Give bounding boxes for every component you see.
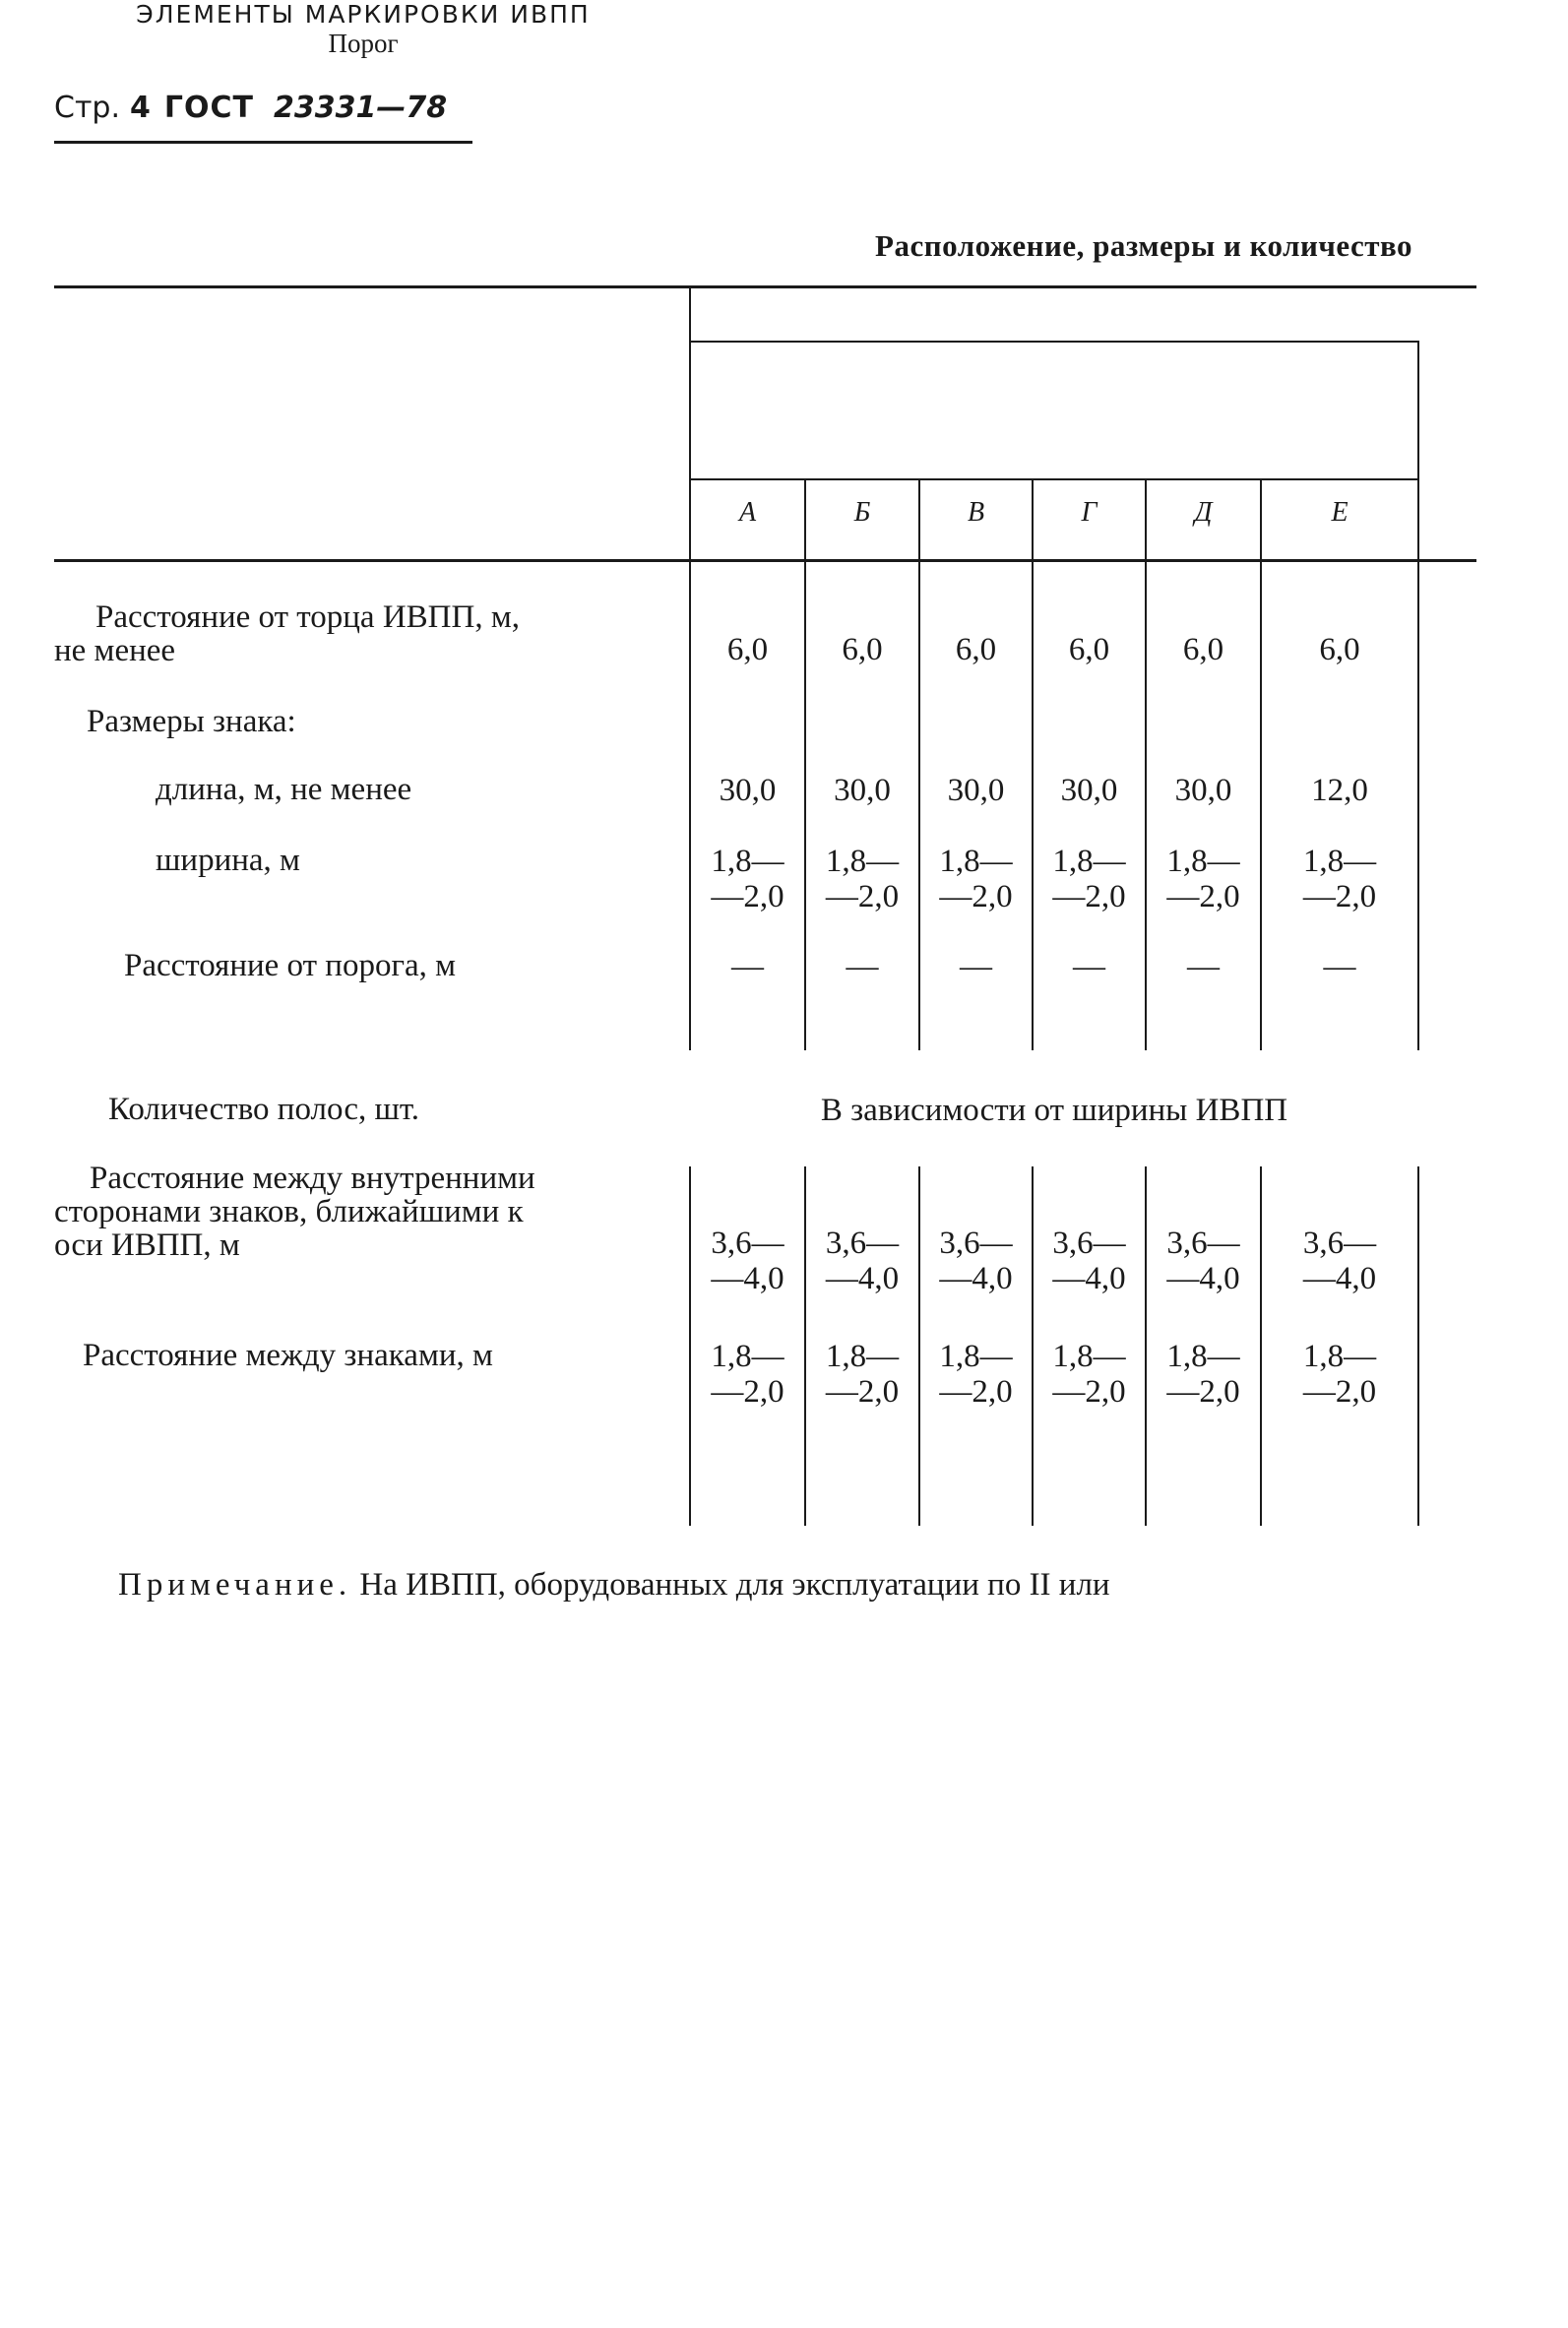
table-cell [1262, 1226, 1417, 1296]
table-cell-line: —4,0 [1052, 1261, 1126, 1296]
table-cell-line: 3,6— [939, 1226, 1013, 1261]
table-cell-line: — [1323, 949, 1356, 984]
column-header: В [967, 497, 985, 528]
table-cell-line: 1,8— [711, 844, 784, 879]
table-cell-line: 1,8— [825, 1339, 900, 1374]
table-cell-line: 30,0 [719, 773, 777, 808]
table-cell [691, 949, 804, 984]
table-cell-line: —2,0 [1302, 879, 1377, 914]
table-cell [691, 773, 804, 808]
table-cell-line: —2,0 [939, 879, 1013, 914]
table-cell-line: 6,0 [955, 632, 997, 667]
sub-header: Порог [328, 29, 399, 58]
table-cell [920, 1226, 1032, 1296]
spanning-cell: В зависимости от ширины ИВПП [820, 1093, 1288, 1128]
table-cell-line: —2,0 [1302, 1374, 1377, 1410]
table-cell-line: —2,0 [825, 879, 900, 914]
table-cell [1034, 773, 1145, 808]
footnote-prefix: Примечание. [118, 1567, 352, 1603]
table-cell [1034, 949, 1145, 984]
table-cell-line: — [1187, 949, 1220, 984]
table-cell-line: 30,0 [1060, 773, 1118, 808]
table-top-rule [54, 285, 1476, 288]
header-bottom-rule [54, 559, 1476, 562]
table-cell [920, 844, 1032, 914]
table-cell-line: 6,0 [842, 632, 883, 667]
column-header: Г [1081, 497, 1098, 528]
table-cell [1262, 773, 1417, 808]
row-label: ширина, м [156, 843, 300, 878]
right-edge-lower [1417, 1166, 1419, 1526]
table-cell-line: 30,0 [834, 773, 891, 808]
table-cell-line: —2,0 [711, 1374, 784, 1410]
right-edge-body [1417, 562, 1419, 1050]
row-label: Размеры знака: [87, 704, 296, 739]
row-label: длина, м, не менее [156, 772, 412, 807]
table-cell [920, 1339, 1032, 1410]
table-cell-line: 3,6— [1052, 1226, 1126, 1261]
table-cell-line: 6,0 [1068, 632, 1110, 667]
table-cell-line: — [846, 949, 879, 984]
table-cell [806, 1339, 918, 1410]
page-header [54, 91, 447, 125]
table-cell-line: —2,0 [939, 1374, 1013, 1410]
sub-header-rule [691, 478, 1417, 480]
row-label-line: сторонами знаков, ближайшими к [54, 1194, 524, 1229]
row-label [54, 600, 684, 667]
table-cell [691, 1339, 804, 1410]
table-cell-line: —4,0 [711, 1261, 784, 1296]
table-cell [1147, 632, 1260, 667]
page-label: Стр. [54, 91, 121, 125]
table-cell-line: 3,6— [825, 1226, 900, 1261]
table-cell-line: —2,0 [1052, 1374, 1126, 1410]
table-cell-line: 6,0 [1182, 632, 1224, 667]
table-cell [1147, 844, 1260, 914]
table-cell [691, 1226, 804, 1296]
header-underline [54, 141, 472, 144]
table-cell-line: 30,0 [1174, 773, 1232, 808]
footnote-text: На ИВПП, оборудованных для эксплуатации по II или [359, 1567, 1110, 1603]
table-cell [806, 632, 918, 667]
row-label: Расстояние от порога, м [124, 948, 457, 983]
table-cell [1147, 1226, 1260, 1296]
table-cell [691, 844, 804, 914]
table-cell [1262, 844, 1417, 914]
table-cell [920, 949, 1032, 984]
table-cell-line: 3,6— [1166, 1226, 1240, 1261]
table-cell-line: 6,0 [1319, 632, 1360, 667]
table-cell [1262, 949, 1417, 984]
table-cell-line: 30,0 [947, 773, 1005, 808]
row-label [54, 1162, 684, 1262]
table-cell [1147, 773, 1260, 808]
table-cell [1034, 632, 1145, 667]
table-cell-line: 1,8— [1302, 1339, 1377, 1374]
table-cell [806, 949, 918, 984]
table-cell [920, 773, 1032, 808]
table-cell-line: — [1073, 949, 1105, 984]
table-cell-line: 1,8— [825, 844, 900, 879]
row-label: Расстояние между знаками, м [83, 1338, 493, 1373]
row-label-line: оси ИВПП, м [54, 1227, 240, 1263]
row-label: Количество полос, шт. [108, 1092, 420, 1127]
table-cell [691, 632, 804, 667]
page-number: 4 [130, 91, 151, 125]
row-label-line: Расстояние от торца ИВПП, м, [95, 599, 520, 635]
table-cell [806, 773, 918, 808]
table-cell-line: 1,8— [939, 844, 1013, 879]
table-cell-line: — [960, 949, 992, 984]
table-cell [1147, 1339, 1260, 1410]
group-header: ЭЛЕМЕНТЫ МАРКИРОВКИ ИВПП [136, 0, 591, 29]
table-cell [1147, 949, 1260, 984]
table-cell-line: 1,8— [1052, 844, 1126, 879]
table-cell-line: —2,0 [825, 1374, 900, 1410]
column-header: Д [1194, 497, 1213, 528]
table-cell [806, 1226, 918, 1296]
table-cell-line: —2,0 [1052, 879, 1126, 914]
table-cell-line: 1,8— [939, 1339, 1013, 1374]
table-cell-line: —4,0 [825, 1261, 900, 1296]
right-edge-head [1417, 341, 1419, 559]
table-cell-line: —2,0 [711, 879, 784, 914]
table-cell [1034, 844, 1145, 914]
table-cell-line: 1,8— [1052, 1339, 1126, 1374]
row-label-line: Расстояние между внутренними [90, 1161, 535, 1196]
table-cell-line: 1,8— [711, 1339, 784, 1374]
table-cell-line: 1,8— [1166, 1339, 1240, 1374]
table-cell-line: 6,0 [726, 632, 769, 667]
table-cell-line: —2,0 [1166, 879, 1240, 914]
table-cell [920, 632, 1032, 667]
table-title: Расположение, размеры и количество [875, 228, 1412, 263]
table-cell-line: 3,6— [1302, 1226, 1377, 1261]
table-cell-line: 1,8— [1302, 844, 1377, 879]
table-cell-line: —4,0 [1302, 1261, 1377, 1296]
footnote [118, 1567, 1110, 1604]
table-cell [1034, 1339, 1145, 1410]
table-cell-line: —4,0 [1166, 1261, 1240, 1296]
column-header: Е [1331, 497, 1348, 528]
table-cell-line: —2,0 [1166, 1374, 1240, 1410]
standard-code: 23331—78 [274, 91, 448, 125]
table-cell [1262, 632, 1417, 667]
table-cell [1262, 1339, 1417, 1410]
table-cell-line: 12,0 [1311, 773, 1368, 808]
table-cell [1034, 1226, 1145, 1296]
row-label-line: не менее [54, 633, 176, 668]
table-cell [806, 844, 918, 914]
table-cell-line: 3,6— [711, 1226, 784, 1261]
table-cell-line: —4,0 [939, 1261, 1013, 1296]
group-header-rule [691, 341, 1417, 343]
table-cell-line: 1,8— [1166, 844, 1240, 879]
table-cell-line: — [731, 949, 764, 984]
column-header: Б [853, 497, 871, 528]
column-header: А [738, 497, 757, 528]
standard-name: ГОСТ [163, 91, 254, 125]
